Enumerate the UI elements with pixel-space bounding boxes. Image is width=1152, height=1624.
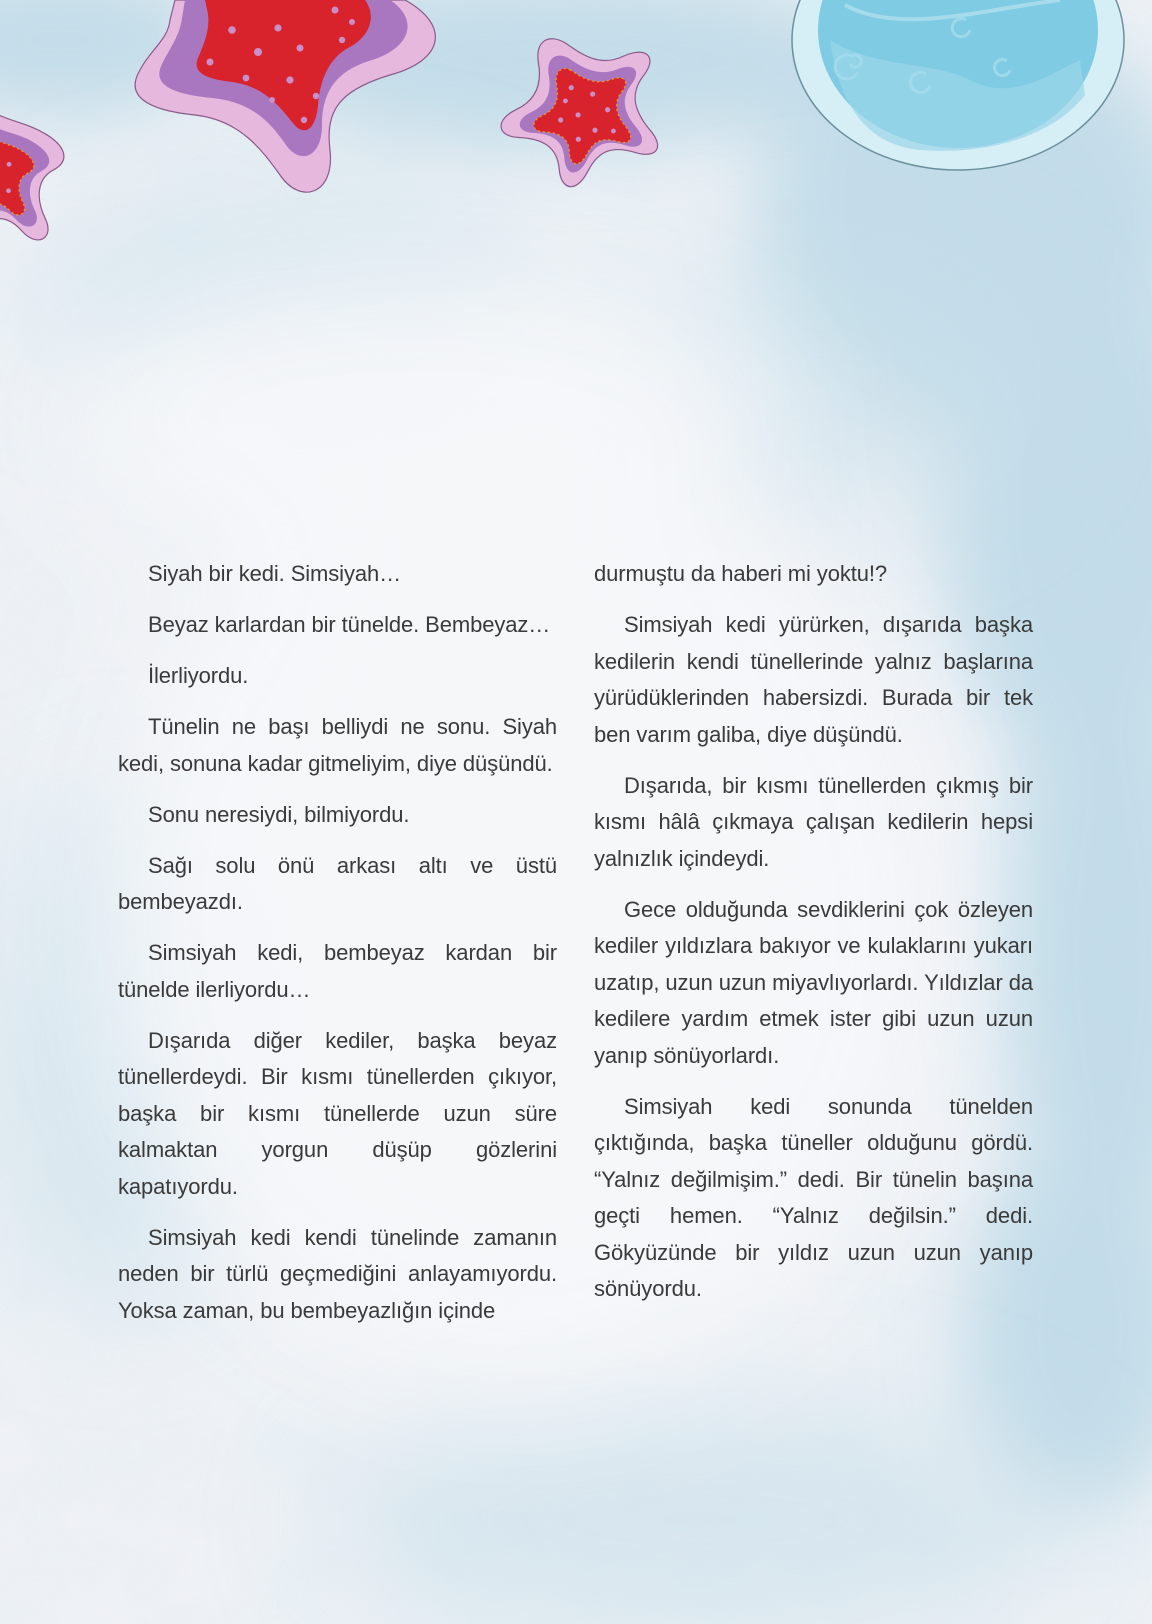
large-starfish-icon xyxy=(135,0,435,192)
paragraph: Sonu neresiydi, bilmiyordu. xyxy=(148,801,410,827)
paragraph: Simsiyah kedi kendi tünelinde zamanın neden bir türlü geçmediğini anlayamıyordu. Yoksa zaman, bu bembeyazlığın içinde xyxy=(118,1224,557,1323)
paragraph-continuation: durmuştu da haberi mi yoktu!? xyxy=(594,561,888,586)
paragraph: Simsiyah kedi, bembeyaz kardan bir tünelde ilerliyordu… xyxy=(118,940,557,1002)
starfish-illustration xyxy=(0,0,1152,260)
paragraph: Gece olduğunda sevdiklerini çok özleyen kediler yıldızlara bakıyor ve kulaklarını yukarı uzatıp, uzun uzun miyavlıyorlardı. Yıldızlar da kedilere yardım etmek ister gibi uzun uzun yanıp sönüyorlardı. xyxy=(594,896,1033,1068)
edge-starfish-icon xyxy=(0,109,70,246)
small-starfish-icon xyxy=(487,22,669,197)
paragraph: İlerliyordu. xyxy=(148,663,249,688)
paragraph: Dışarıda, bir kısmı tünellerden çıkmış bir kısmı hâlâ çıkmaya çalışan kedilerin hepsi yalnızlık içindeydi. xyxy=(594,772,1033,871)
paragraph: Beyaz karlardan bir tünelde. Bembeyaz… xyxy=(148,612,551,637)
paragraph: Siyah bir kedi. Simsiyah… xyxy=(148,561,402,586)
paragraph: Tünelin ne başı belliydi ne sonu. Siyah kedi, sonuna kadar gitmeliyim, diye düşündü. xyxy=(118,714,557,776)
paragraph: Sağı solu önü arkası altı ve üstü bembeyazdı. xyxy=(118,852,557,914)
left-text-column xyxy=(118,556,557,1344)
paragraph: Simsiyah kedi yürürken, dışarıda başka kedilerin kendi tünellerinde yalnız başlarına yürüdüklerinden habersizdi. Burada bir tek ben varım galiba, diye düşündü. xyxy=(594,612,1033,747)
paragraph: Dışarıda diğer kediler, başka beyaz tünellerdeydi. Bir kısmı tünellerden çıkıyor, başka bir kısmı tünellerde uzun süre kalmaktan yorgun düşüp gözlerini kapatıyordu. xyxy=(118,1027,557,1199)
paragraph: Simsiyah kedi sonunda tünelden çıktığında, başka tüneller olduğunu gördü. “Yalnız değilmişim.” dedi. Bir tünelin başına geçti hemen. “Yalnız değilsin.” dedi. Gökyüzünde bir yıldız uzun uzun yanıp sönüyordu. xyxy=(594,1093,1033,1301)
planet-icon xyxy=(792,0,1124,170)
right-text-column xyxy=(594,556,1033,1322)
